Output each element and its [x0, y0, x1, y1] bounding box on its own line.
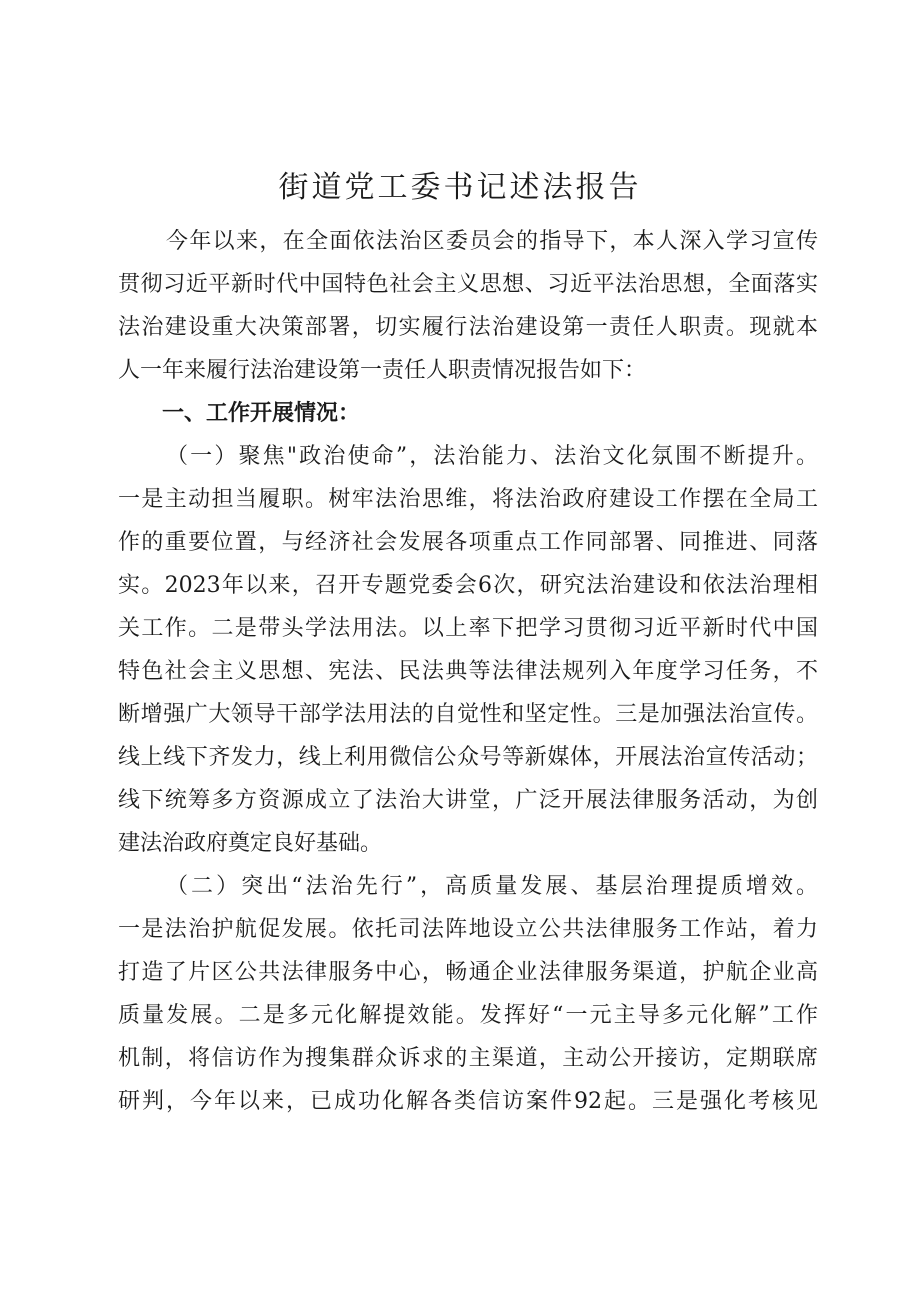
subsection1-line-10: 建法治政府奠定良好基础。: [118, 831, 383, 856]
subsection2-line-1: （二）突出“法治先行”，高质量发展、基层治理提质增效。: [166, 874, 818, 899]
subsection2-line-5: 机制，将信访作为搜集群众诉求的主渠道，主动公开接访，定期联席: [118, 1046, 818, 1071]
subsection2-line-4: 质量发展。二是多元化解提效能。发挥好“一元主导多元化解”工作: [118, 1003, 818, 1028]
document-title: 街道党工委书记述法报告: [278, 170, 642, 205]
subsection1-line-2: 一是主动担当履职。树牢法治思维，将法治政府建设工作摆在全局工: [118, 487, 818, 512]
section-heading: 一、工作开展情况：: [162, 401, 361, 426]
subsection2-line-6: 研判，今年以来，已成功化解各类信访案件92起。三是强化考核见: [118, 1089, 818, 1114]
subsection1-line-7: 断增强广大领导干部学法用法的自觉性和坚定性。三是加强法治宣传。: [118, 702, 818, 727]
subsection1-line-9: 线下统筹多方资源成立了法治大讲堂，广泛开展法律服务活动，为创: [118, 788, 818, 813]
subsection1-line-3: 作的重要位置，与经济社会发展各项重点工作同部署、同推进、同落: [118, 530, 818, 555]
subsection2-line-2: 一是法治护航促发展。依托司法阵地设立公共法律服务工作站，着力: [118, 917, 818, 942]
intro-line-1: 今年以来，在全面依法治区委员会的指导下，本人深入学习宣传: [166, 229, 818, 254]
subsection1-line-1: （一）聚焦"政治使命”，法治能力、法治文化氛围不断提升。: [166, 444, 818, 469]
subsection1-line-5: 关工作。二是带头学法用法。以上率下把学习贯彻习近平新时代中国: [118, 616, 818, 641]
intro-line-3: 法治建设重大决策部署，切实履行法治建设第一责任人职责。现就本: [118, 315, 818, 340]
subsection1-line-8: 线上线下齐发力，线上利用微信公众号等新媒体，开展法治宣传活动；: [118, 745, 818, 770]
subsection1-line-6: 特色社会主义思想、宪法、民法典等法律法规列入年度学习任务，不: [118, 659, 818, 684]
intro-line-4: 人一年来履行法治建设第一责任人职责情况报告如下：: [118, 358, 647, 383]
subsection1-line-4: 实。2023年以来，召开专题党委会6次，研究法治建设和依法治理相: [118, 573, 818, 598]
intro-line-2: 贯彻习近平新时代中国特色社会主义思想、习近平法治思想，全面落实: [118, 272, 818, 297]
subsection2-line-3: 打造了片区公共法律服务中心，畅通企业法律服务渠道，护航企业高: [118, 960, 818, 985]
